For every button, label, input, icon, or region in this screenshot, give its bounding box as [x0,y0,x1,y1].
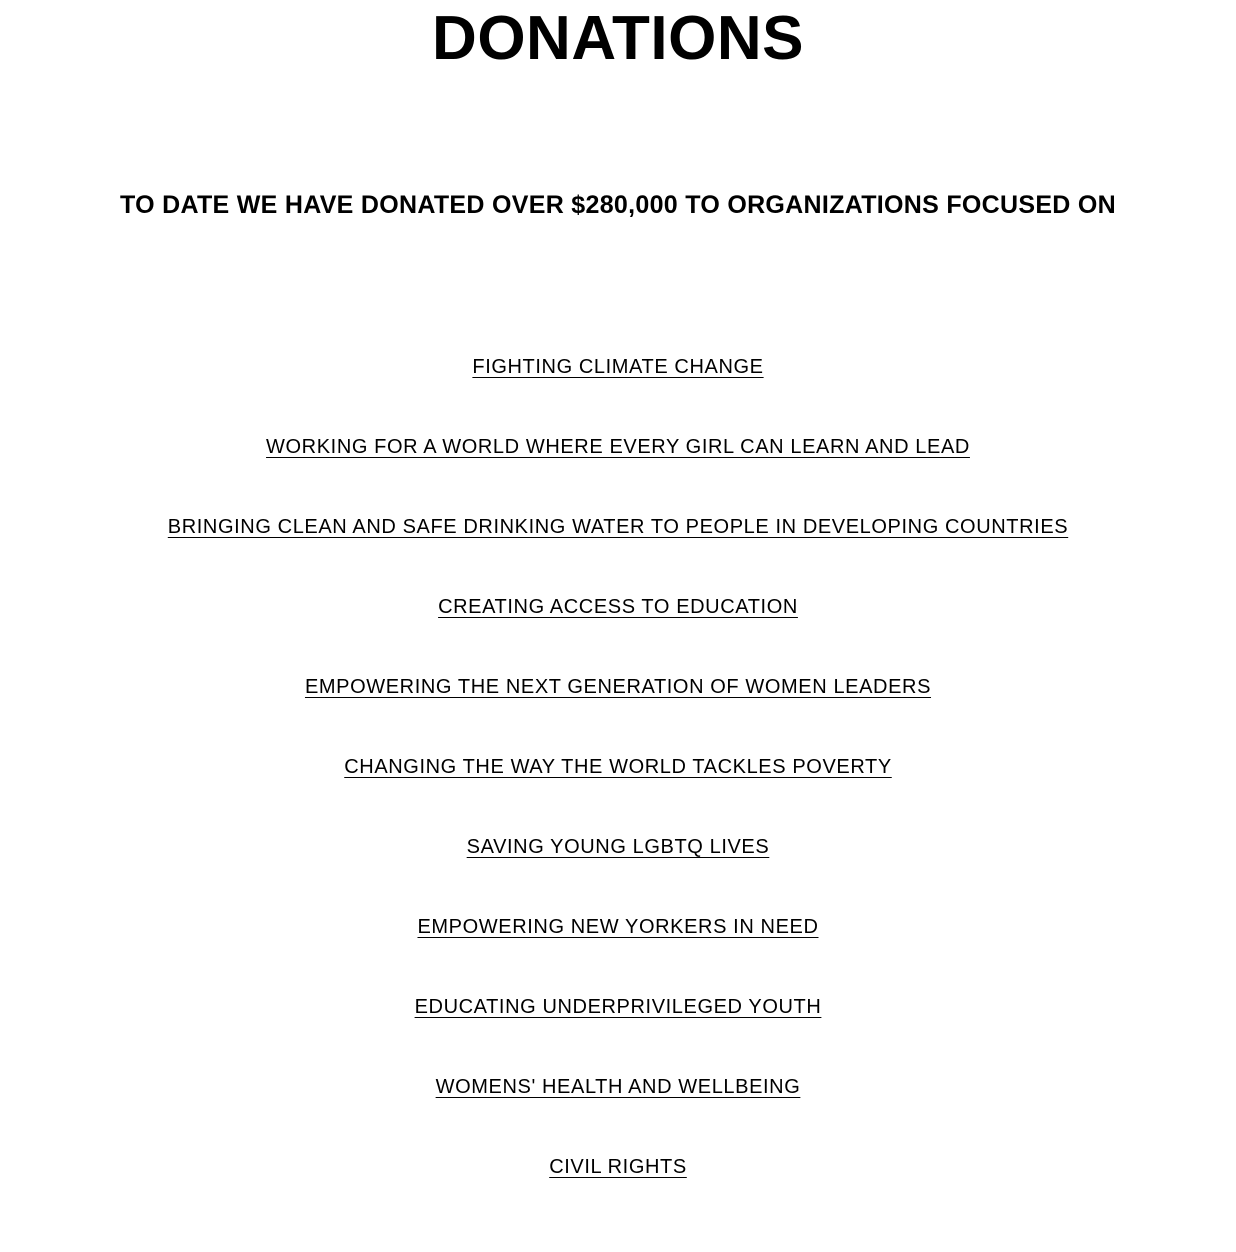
cause-link-climate-change[interactable]: FIGHTING CLIMATE CHANGE [472,356,764,378]
cause-link-womens-health[interactable]: WOMENS' HEALTH AND WELLBEING [435,1076,801,1098]
cause-link-education-access[interactable]: CREATING ACCESS TO EDUCATION [438,596,798,618]
cause-link-girls-learn-lead[interactable]: WORKING FOR A WORLD WHERE EVERY GIRL CAN LEARN AND LEAD [266,436,970,458]
cause-list [0,354,1236,1234]
list-item [0,1074,1236,1154]
cause-link-women-leaders[interactable]: EMPOWERING THE NEXT GENERATION OF WOMEN LEADERS [304,676,932,698]
list-item [0,354,1236,434]
donation-summary: TO DATE WE HAVE DONATED OVER $280,000 TO ORGANIZATIONS FOCUSED ON [119,191,1117,219]
cause-link-new-yorkers[interactable]: EMPOWERING NEW YORKERS IN NEED [417,916,819,938]
page-title: DONATIONS [432,4,804,73]
list-item [0,594,1236,674]
list-item [0,994,1236,1074]
list-item [0,914,1236,994]
list-item [0,514,1236,594]
list-item [0,754,1236,834]
cause-link-lgbtq-lives[interactable]: SAVING YOUNG LGBTQ LIVES [466,836,770,858]
cause-link-poverty[interactable]: CHANGING THE WAY THE WORLD TACKLES POVERTY [344,756,892,778]
cause-link-clean-water[interactable]: BRINGING CLEAN AND SAFE DRINKING WATER TO PEOPLE IN DEVELOPING COUNTRIES [167,516,1069,538]
cause-link-underprivileged-youth[interactable]: EDUCATING UNDERPRIVILEGED YOUTH [414,996,822,1018]
list-item [0,834,1236,914]
cause-link-civil-rights[interactable]: CIVIL RIGHTS [549,1156,687,1178]
list-item [0,434,1236,514]
list-item [0,1154,1236,1234]
list-item [0,674,1236,754]
